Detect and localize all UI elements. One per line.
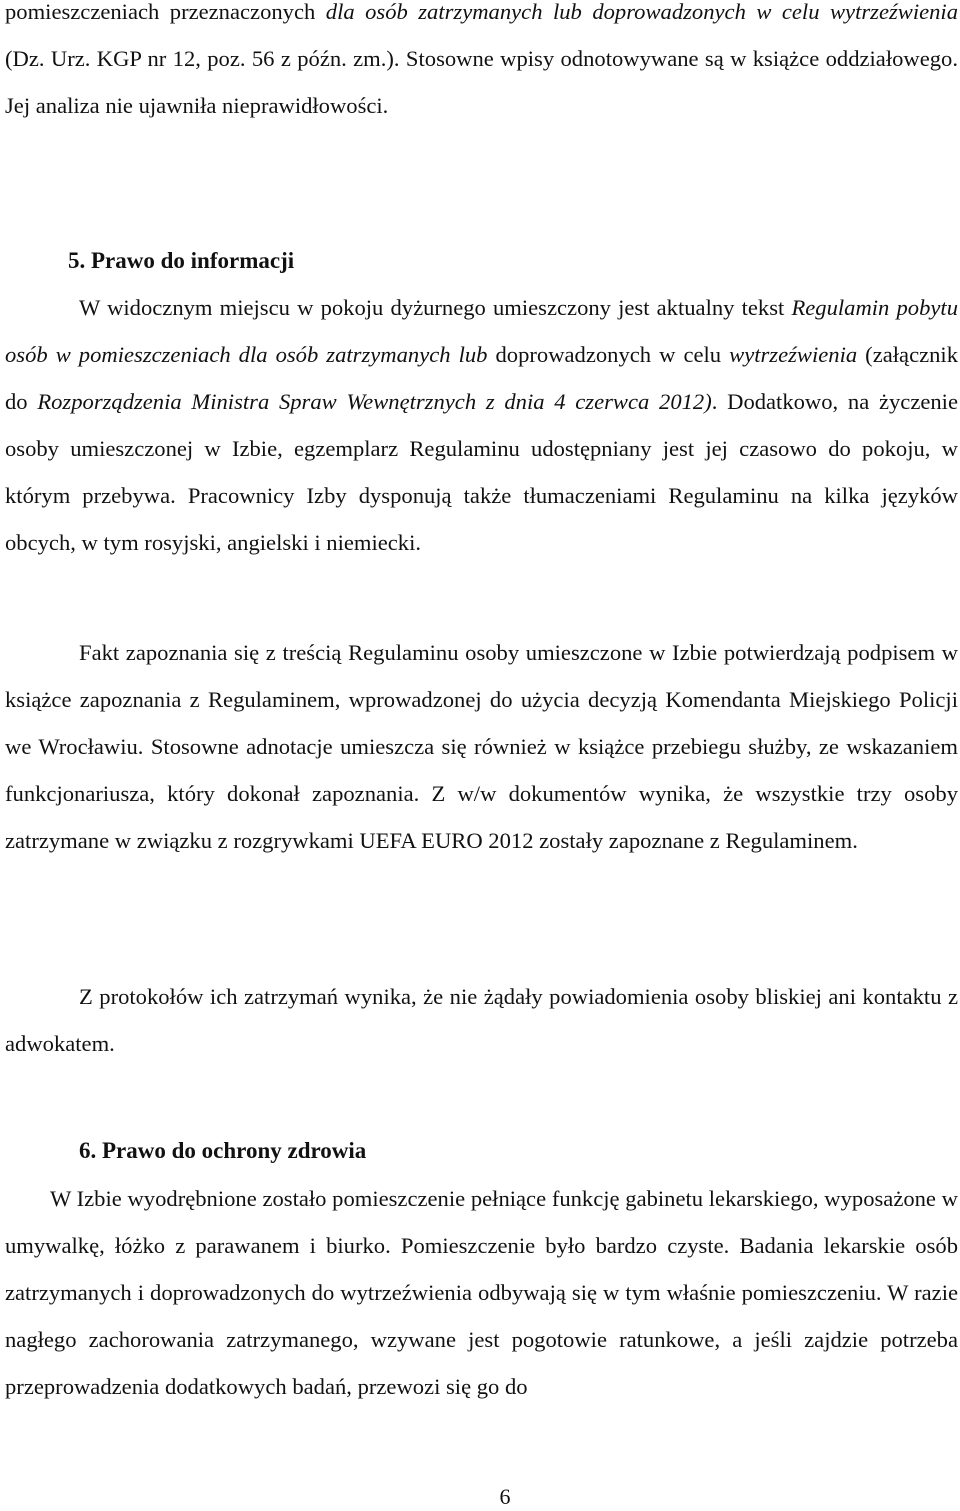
s5p1-text-2: Regulamin pobytu osób w pomieszczeniach dla osób zatrzymanych lub: [5, 295, 958, 367]
section-6-paragraph-1: W Izbie wyodrębnione zostało pomieszczenie pełniące funkcję gabinetu lekarskiego, wyposażone w umywalkę, łóżko z parawanem i biurko. Pomieszczenie było bardzo czyste. Badania lekarskie osób zatrzymanych i doprowadzonych do wytrzeźwienia odbywają się w tym właśnie pomieszczeniu. W razie nagłego zachorowania zatrzymanego, wzywane jest pogotowie ratunkowe, a jeśli zajdzie potrzeba przeprowadzenia dodatkowych badań, przewozi się go do: [5, 1186, 958, 1399]
section-5-heading: 5. Prawo do informacji: [68, 248, 295, 273]
s5p1-text-1: W widocznym miejscu w pokoju dyżurnego umieszczony jest aktualny tekst: [79, 295, 792, 320]
s5p1-text-6: Rozporządzenia Ministra Spraw Wewnętrznych z dnia 4 czerwca 2012): [37, 389, 712, 414]
intro-paragraph: [5, 0, 958, 129]
intro-text-1: pomieszczeniach przeznaczonych: [5, 0, 326, 24]
section-6-heading: 6. Prawo do ochrony zdrowia: [79, 1138, 367, 1163]
section-5-paragraph-1: [5, 284, 958, 566]
section-5-paragraph-3: Z protokołów ich zatrzymań wynika, że nie żądały powiadomienia osoby bliskiej ani kontaktu z adwokatem.: [5, 984, 958, 1056]
s5p1-text-5: (załącznik do: [5, 342, 958, 414]
s5p1-text-4: wytrzeźwienia: [729, 342, 858, 367]
intro-text-3: (Dz. Urz. KGP nr 12, poz. 56 z późn. zm.). Stosowne wpisy odnotowywane są w książce oddziałowego. Jej analiza nie ujawniła nieprawidłowości.: [5, 46, 958, 118]
section-5-paragraph-2: Fakt zapoznania się z treścią Regulaminu osoby umieszczone w Izbie potwierdzają podpisem w książce zapoznania z Regulaminem, wprowadzonej do użycia decyzją Komendanta Miejskiego Policji we Wrocławiu. Stosowne adnotacje umieszcza się również w książce przebiegu służby, ze wskazaniem funkcjonariusza, który dokonał zapoznania. Z w/w dokumentów wynika, że wszystkie trzy osoby zatrzymane w związku z rozgrywkami UEFA EURO 2012 zostały zapoznane z Regulaminem.: [5, 640, 958, 853]
page-number: 6: [499, 1484, 511, 1509]
s5p1-text-3: doprowadzonych w celu: [487, 342, 730, 367]
intro-text-2: dla osób zatrzymanych lub doprowadzonych w celu wytrzeźwienia: [325, 0, 959, 24]
s5p1-text-7: . Dodatkowo, na życzenie osoby umieszczonej w Izbie, egzemplarz Regulaminu udostępniany jest jej czasowo do pokoju, w którym przebywa. Pracownicy Izby dysponują także tłumaczeniami Regulaminu na kilka języków obcych, w tym rosyjski, angielski i niemiecki.: [5, 389, 958, 555]
